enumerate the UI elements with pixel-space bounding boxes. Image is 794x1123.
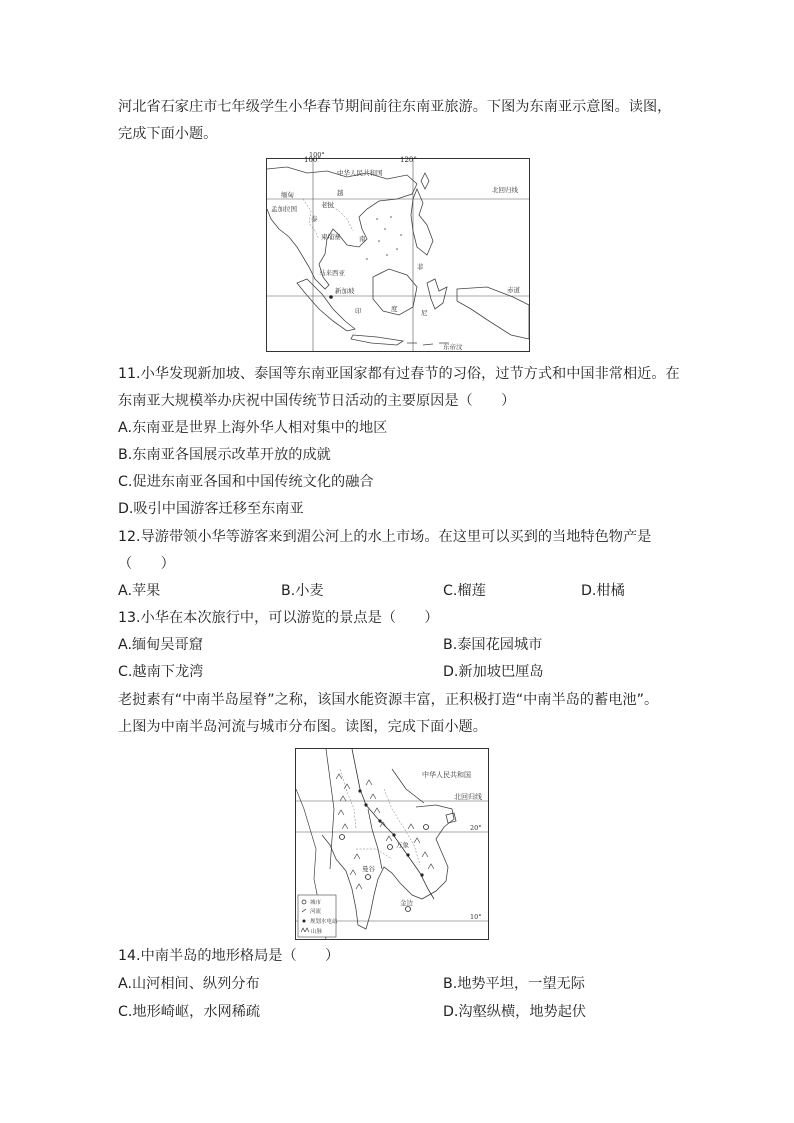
map1-place-yin: 印 bbox=[355, 307, 362, 315]
intro-paragraph-line-1: 河北省石家庄市七年级学生小华春节期间前往东南亚旅游。下图为东南亚示意图。读图， bbox=[118, 99, 672, 115]
intro2-paragraph-line-2: 上图为中南半岛河流与城市分布图。读图，完成下面小题。 bbox=[118, 719, 487, 735]
q12-option-d[interactable]: D.柑橘 bbox=[581, 583, 625, 599]
map1-country-label: 中华人民共和国 bbox=[337, 169, 383, 177]
map2-legend-city: 城市 bbox=[310, 900, 322, 906]
map1-lon-120-label: 120° bbox=[400, 156, 417, 164]
map1-place-timor: 东帝汶 bbox=[443, 343, 463, 351]
q12-stem-line-2: （ ） bbox=[118, 556, 175, 572]
map2-lat20-label: 20° bbox=[470, 824, 482, 832]
q12-stem-line-1: 12.导游带领小华等游客来到湄公河上的水上市场。在这里可以买到的当地特色物产是 bbox=[118, 529, 652, 545]
map2-tropic-label: 北回归线 bbox=[454, 793, 482, 801]
q11-option-a[interactable]: A.东南亚是世界上海外华人相对集中的地区 bbox=[118, 420, 388, 436]
map1-tropic-label: 北回归线 bbox=[492, 186, 518, 194]
intro-paragraph-line-2: 完成下面小题。 bbox=[118, 126, 218, 142]
q11-option-b[interactable]: B.东南亚各国展示改革开放的成就 bbox=[118, 447, 331, 463]
indochina-rivers-cities-map bbox=[295, 748, 489, 940]
q13-option-d[interactable]: D.新加坡巴厘岛 bbox=[443, 664, 544, 680]
q14-option-d[interactable]: D.沟壑纵横，地势起伏 bbox=[443, 1004, 587, 1020]
map1-place-viet: 越 bbox=[337, 189, 344, 197]
southeast-asia-map bbox=[266, 151, 530, 352]
map2-lat10-label: 10° bbox=[470, 913, 482, 921]
map2-legend-mountain: 山脉 bbox=[311, 929, 323, 935]
q12-option-c[interactable]: C.榴莲 bbox=[443, 583, 486, 599]
q14-option-b[interactable]: B.地势平坦，一望无际 bbox=[443, 976, 585, 992]
q11-option-d[interactable]: D.吸引中国游客迁移至东南亚 bbox=[118, 501, 304, 517]
map1-place-du: 度 bbox=[391, 305, 398, 313]
map1-place-laos: 老挝 bbox=[321, 201, 334, 209]
q13-stem: 13.小华在本次旅行中，可以游览的景点是（ ） bbox=[118, 610, 439, 626]
intro2-paragraph-line-1: 老挝素有“中南半岛屋脊”之称，该国水能资源丰富，正积极打造“中南半岛的蓄电池”。 bbox=[118, 692, 659, 708]
map2-city-vientiane: 万象 bbox=[396, 841, 409, 849]
map2-legend-river: 河流 bbox=[310, 909, 322, 915]
map1-place-nan: 南 bbox=[359, 235, 366, 243]
q11-stem-line-2: 东南亚大规模举办庆祝中国传统节日活动的主要原因是（ ） bbox=[118, 393, 516, 409]
map1-place-malaysia: 马来西亚 bbox=[319, 269, 345, 277]
q11-stem-line-1: 11.小华发现新加坡、泰国等东南亚国家都有过春节的习俗，过节方式和中国非常相近。在 bbox=[118, 366, 680, 382]
map2-country-label: 中华人民共和国 bbox=[422, 771, 471, 779]
map1-place-thai: 泰 bbox=[311, 215, 318, 223]
map1-place-cambodia: 柬埔寨 bbox=[321, 233, 341, 241]
map1-place-ni: 尼 bbox=[421, 309, 428, 317]
q13-option-b[interactable]: B.泰国花园城市 bbox=[443, 637, 543, 653]
svg-text:100°: 100° bbox=[309, 151, 325, 159]
q13-option-a[interactable]: A.缅甸吴哥窟 bbox=[118, 637, 203, 653]
q14-option-c[interactable]: C.地形崎岖，水网稀疏 bbox=[118, 1004, 261, 1020]
map1-place-phil: 菲 bbox=[417, 263, 424, 271]
q13-option-c[interactable]: C.越南下龙湾 bbox=[118, 664, 204, 680]
map2-city-bangkok: 曼谷 bbox=[362, 865, 375, 873]
q14-option-a[interactable]: A.山河相间、纵列分布 bbox=[118, 976, 260, 992]
map1-lon-100-label: 100° bbox=[304, 156, 321, 164]
map1-place-myanmar: 缅甸 bbox=[281, 191, 294, 199]
map1-place-singapore: 新加坡 bbox=[335, 287, 355, 295]
map1-place-bangladesh: 孟加拉国 bbox=[271, 205, 297, 213]
q11-option-c[interactable]: C.促进东南亚各国和中国传统文化的融合 bbox=[118, 474, 374, 490]
map2-legend-hydro: 规划水电站 bbox=[310, 919, 338, 925]
map1-equator-label: 赤道 bbox=[507, 286, 520, 294]
q12-option-b[interactable]: B.小麦 bbox=[281, 583, 324, 599]
map2-city-phnompenh: 金边 bbox=[400, 899, 413, 907]
q12-option-a[interactable]: A.苹果 bbox=[118, 583, 161, 599]
q14-stem: 14.中南半岛的地形格局是（ ） bbox=[118, 948, 340, 964]
